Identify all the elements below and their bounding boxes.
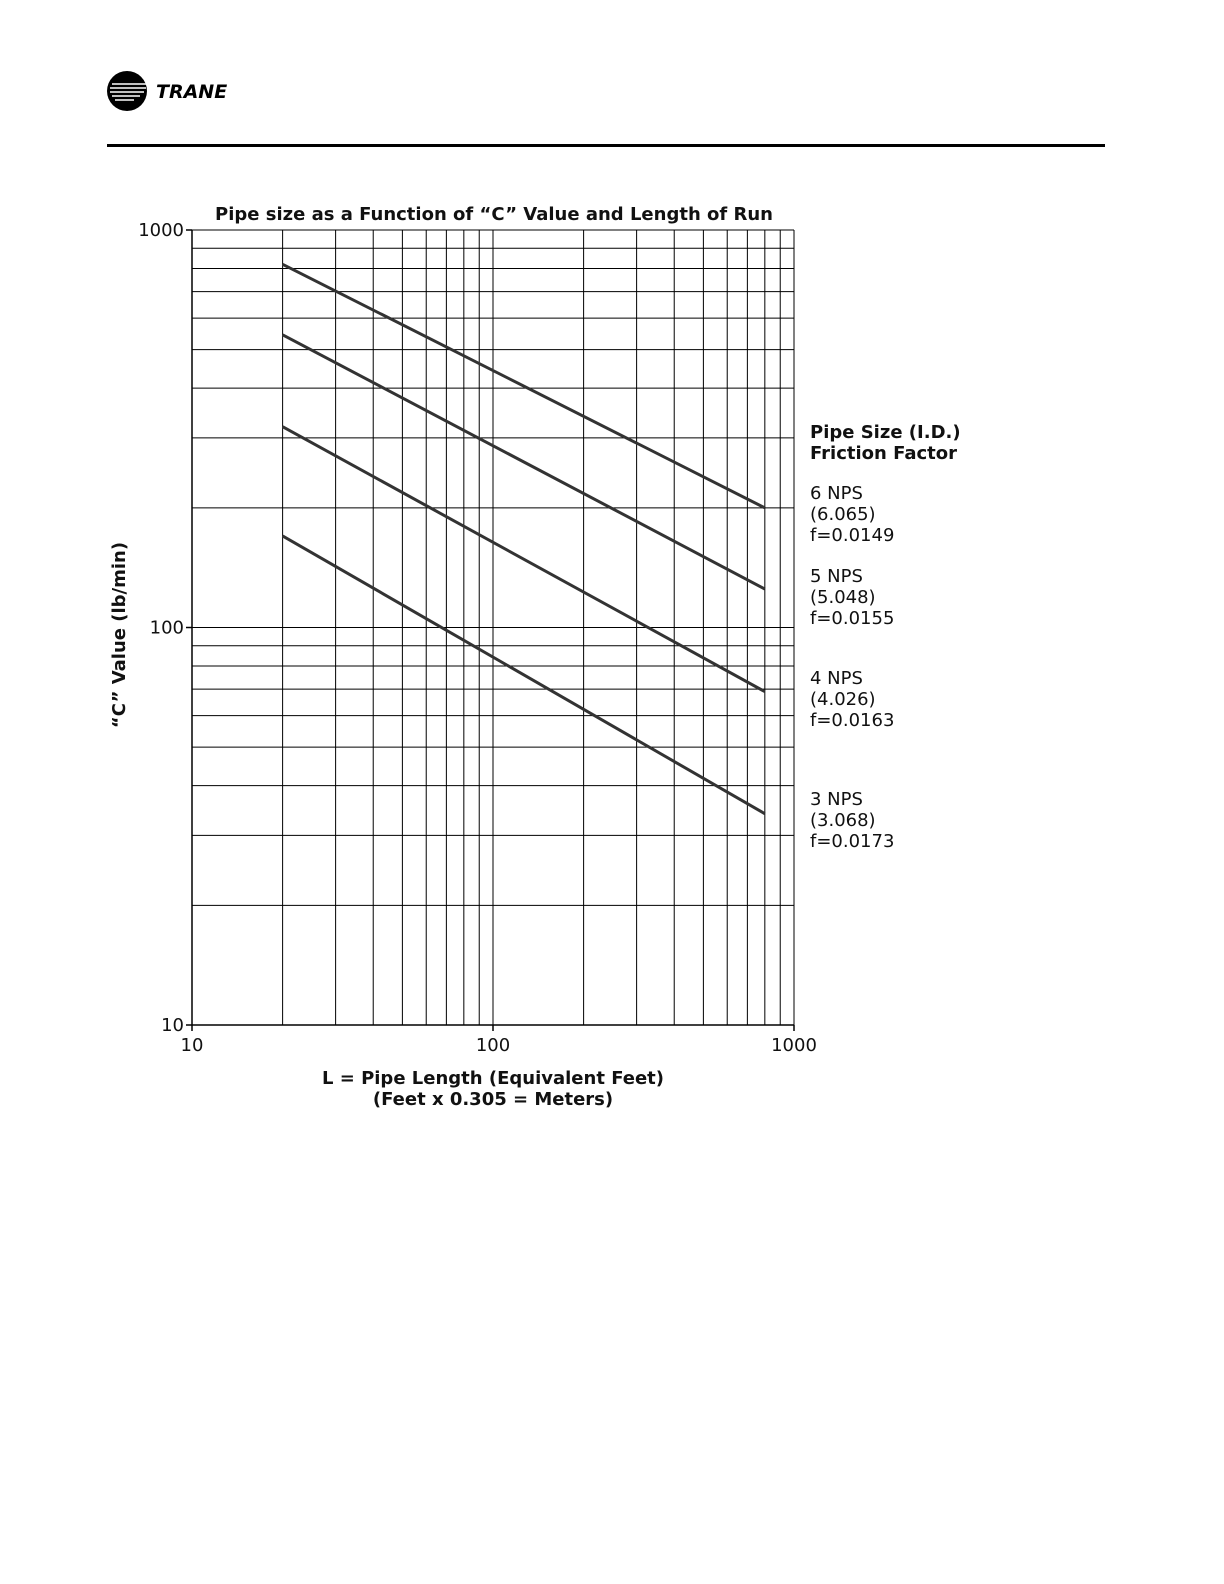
x-tick-label: 1000 bbox=[771, 1035, 817, 1056]
legend-friction-factor: f=0.0149 bbox=[810, 525, 895, 546]
legend-inner-diameter: (5.048) bbox=[810, 587, 876, 608]
legend-friction-factor: f=0.0173 bbox=[810, 831, 895, 852]
y-tick-label: 10 bbox=[161, 1015, 184, 1036]
legend-friction-factor: f=0.0163 bbox=[810, 710, 895, 731]
x-axis-label: L = Pipe Length (Equivalent Feet) bbox=[321, 1068, 665, 1089]
series-line-3-nps bbox=[283, 536, 765, 814]
y-axis-label: “C” Value (lb/min) bbox=[109, 541, 130, 729]
series-line-4-nps bbox=[283, 427, 765, 692]
legend-title-line-2: Friction Factor bbox=[810, 443, 957, 464]
legend-pipe-size: 5 NPS bbox=[810, 566, 863, 587]
series-line-6-nps bbox=[283, 264, 765, 508]
legend-pipe-size: 6 NPS bbox=[810, 483, 863, 504]
y-tick-label: 100 bbox=[149, 617, 184, 639]
legend-pipe-size: 4 NPS bbox=[810, 668, 863, 689]
legend-friction-factor: f=0.0155 bbox=[810, 608, 895, 629]
legend-entry-5nps bbox=[810, 566, 894, 629]
legend-title bbox=[810, 422, 961, 464]
x-tick-label: 100 bbox=[475, 1035, 511, 1056]
legend-inner-diameter: (4.026) bbox=[810, 689, 876, 710]
trane-logo-text: TRANE bbox=[156, 81, 228, 103]
legend-inner-diameter: (3.068) bbox=[810, 810, 876, 831]
legend-entry-4nps bbox=[810, 668, 894, 731]
legend-entry-3nps bbox=[810, 789, 894, 852]
legend-title-line-1: Pipe Size (I.D.) bbox=[810, 422, 961, 443]
y-tick-label: 1000 bbox=[138, 220, 184, 241]
chart-title: Pipe size as a Function of “C” Value and Length of Run bbox=[215, 204, 773, 225]
x-tick-label: 10 bbox=[180, 1035, 204, 1056]
legend-pipe-size: 3 NPS bbox=[810, 789, 863, 810]
x-axis-sublabel: (Feet x 0.305 = Meters) bbox=[372, 1089, 614, 1110]
legend-inner-diameter: (6.065) bbox=[810, 504, 876, 525]
series-line-5-nps bbox=[283, 335, 765, 589]
legend-entry-6nps bbox=[810, 483, 894, 546]
